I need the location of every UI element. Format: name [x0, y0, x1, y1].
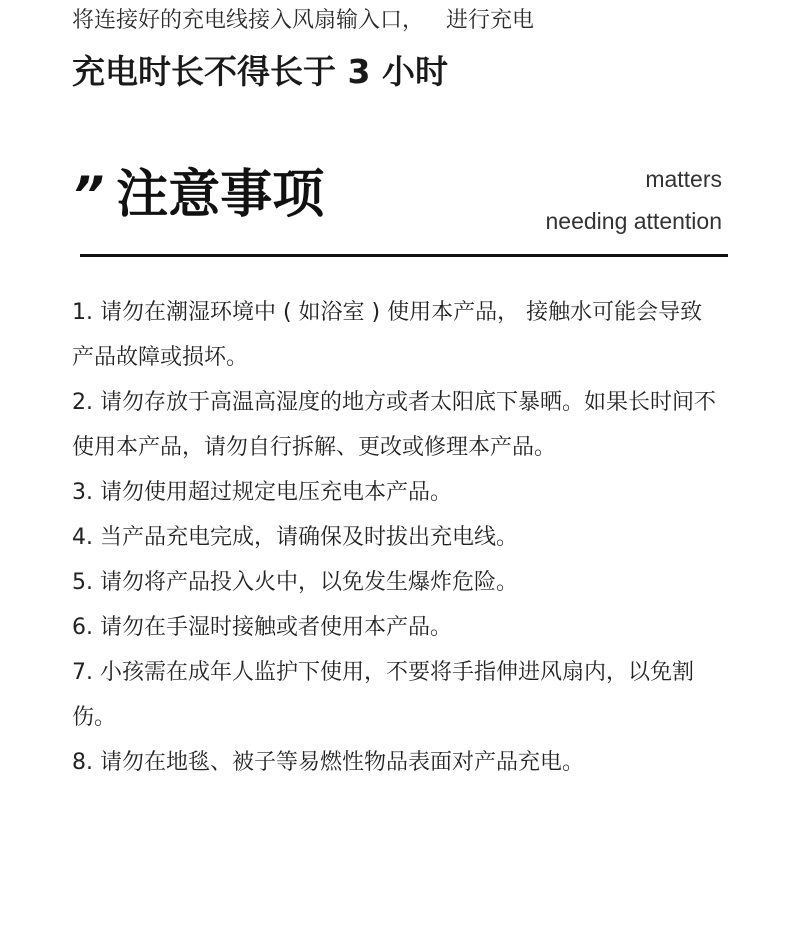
- section-divider: [80, 254, 728, 257]
- precaution-item: 7. 小孩需在成年人监护下使用，不要将手指伸进风扇内，以免割伤。: [72, 660, 694, 730]
- precaution-item: 3. 请勿使用超过规定电压充电本产品。: [72, 480, 452, 505]
- precaution-item: 2. 请勿存放于高温高湿度的地方或者太阳底下暴晒。如果长时间不使用本产品，请勿自行拆解、更改或修理本产品。: [72, 390, 716, 460]
- section-heading: [72, 160, 324, 230]
- precaution-item: 8. 请勿在地毯、被子等易燃性物品表面对产品充电。: [72, 750, 584, 775]
- section-title-text: 注意事项: [116, 165, 325, 225]
- section-subtitle-en-line2: needing attention: [545, 208, 722, 234]
- charging-instruction-part2: 进行充电: [446, 8, 535, 33]
- precautions-list: [72, 290, 722, 785]
- charging-instruction-part1: 将连接好的充电线接入风扇输入口，: [72, 8, 425, 33]
- quote-mark-icon: ”: [72, 166, 105, 224]
- charging-instruction: [72, 4, 534, 38]
- precaution-item: 6. 请勿在手湿时接触或者使用本产品。: [72, 615, 452, 640]
- precaution-item: 4. 当产品充电完成，请确保及时拔出充电线。: [72, 525, 518, 550]
- precaution-item: 1. 请勿在潮湿环境中 ( 如浴室 ) 使用本产品， 接触水可能会导致产品故障或损坏。: [72, 300, 703, 370]
- section-subtitle-en-line1: matters: [645, 166, 722, 192]
- charging-duration-warning: 充电时长不得长于 3 小时: [72, 52, 448, 91]
- precaution-item: 5. 请勿将产品投入火中，以免发生爆炸危险。: [72, 570, 518, 595]
